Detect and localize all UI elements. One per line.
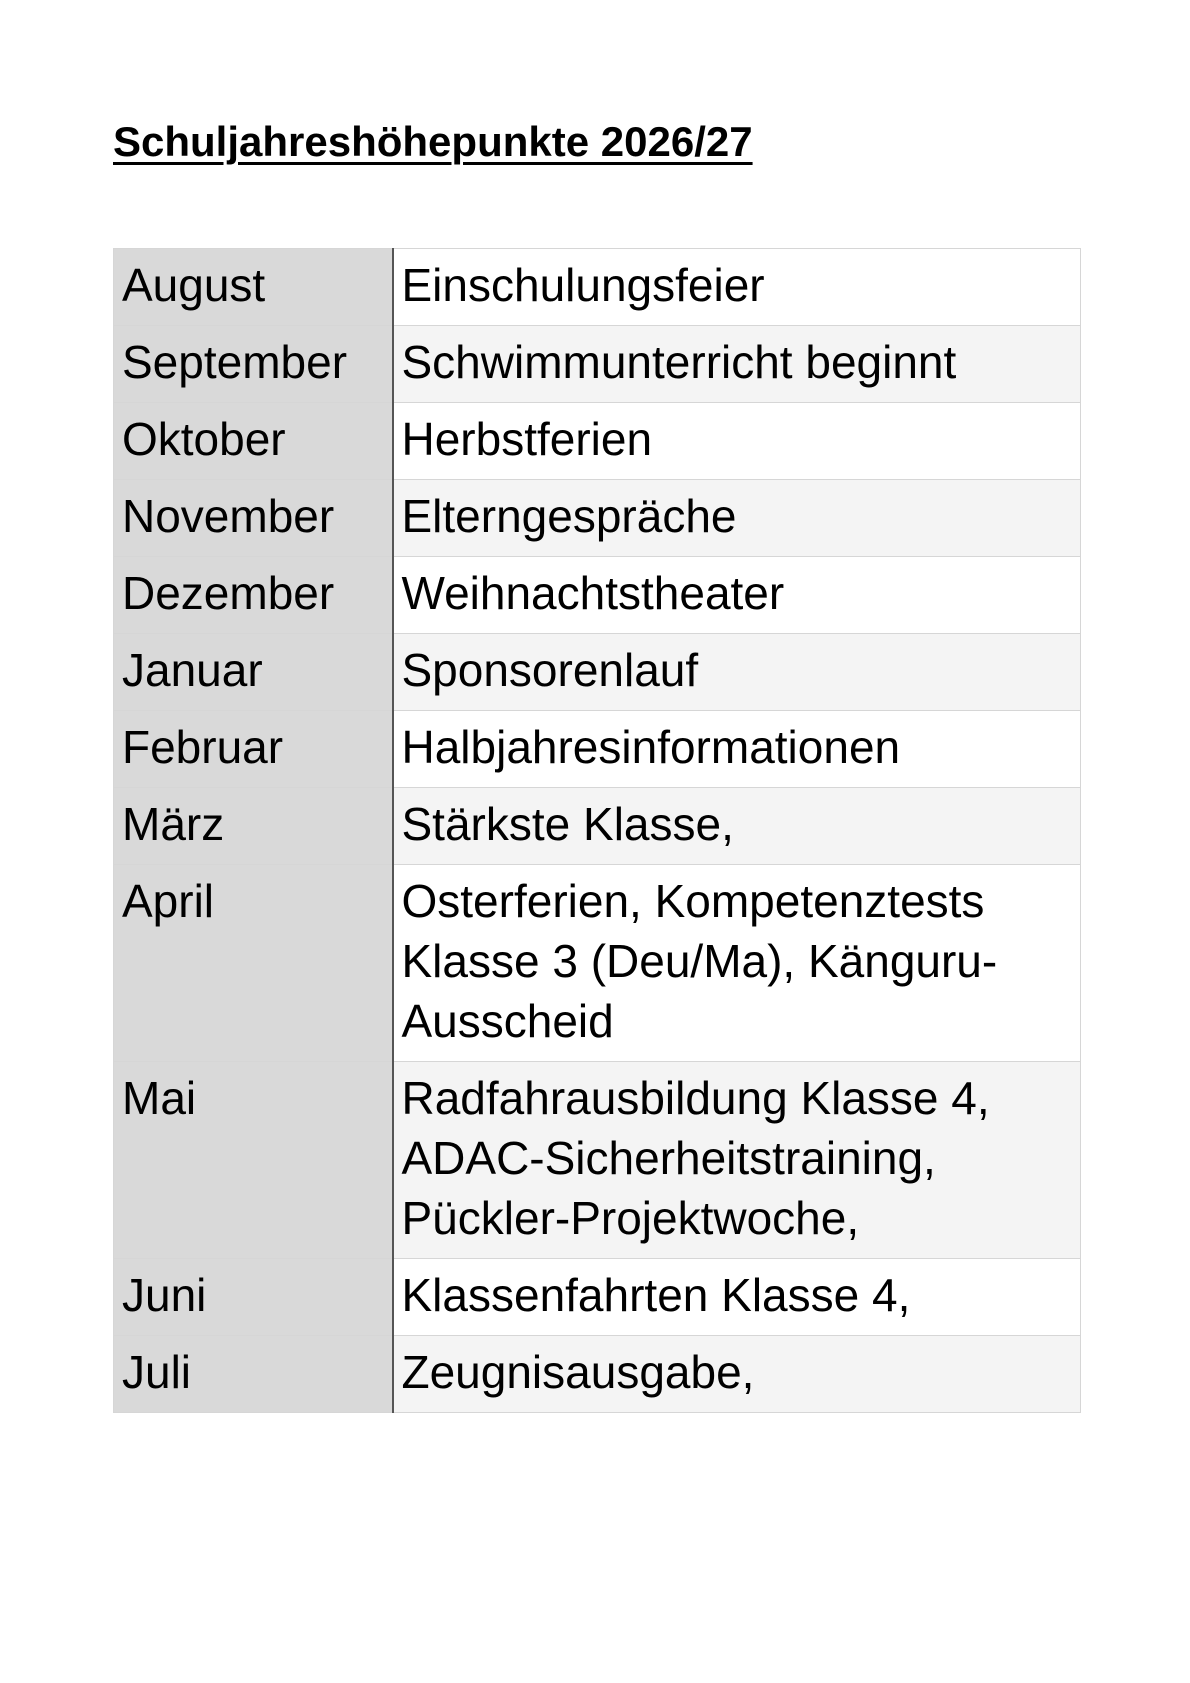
month-cell: Februar	[114, 711, 393, 788]
table-row	[114, 634, 1081, 711]
event-cell: Klassenfahrten Klasse 4,	[393, 1259, 1081, 1336]
month-cell: August	[114, 249, 393, 326]
table-row	[114, 1062, 1081, 1259]
month-cell: Oktober	[114, 403, 393, 480]
month-cell: Januar	[114, 634, 393, 711]
event-cell: Weihnachtstheater	[393, 557, 1081, 634]
table-row	[114, 788, 1081, 865]
month-cell: Mai	[114, 1062, 393, 1259]
month-cell: April	[114, 865, 393, 1062]
table-row	[114, 249, 1081, 326]
event-cell: Halbjahresinformationen	[393, 711, 1081, 788]
event-cell: Herbstferien	[393, 403, 1081, 480]
event-cell: Zeugnisausgabe,	[393, 1336, 1081, 1413]
table-row	[114, 1259, 1081, 1336]
month-cell: Juni	[114, 1259, 393, 1336]
event-cell: Stärkste Klasse,	[393, 788, 1081, 865]
page-title: Schuljahreshöhepunkte 2026/27	[113, 118, 753, 165]
event-cell: Radfahrausbildung Klasse 4, ADAC-Sicherheitstraining, Pückler-Projektwoche,	[393, 1062, 1081, 1259]
month-cell: Dezember	[114, 557, 393, 634]
month-cell: März	[114, 788, 393, 865]
table-row	[114, 326, 1081, 403]
highlights-table	[113, 248, 1081, 1413]
month-cell: Juli	[114, 1336, 393, 1413]
event-cell: Osterferien, Kompetenztests Klasse 3 (Deu/Ma), Känguru-Ausscheid	[393, 865, 1081, 1062]
table-row	[114, 480, 1081, 557]
event-cell: Elterngespräche	[393, 480, 1081, 557]
event-cell: Sponsorenlauf	[393, 634, 1081, 711]
month-cell: November	[114, 480, 393, 557]
table-row	[114, 557, 1081, 634]
table-row	[114, 711, 1081, 788]
table-row	[114, 865, 1081, 1062]
event-cell: Schwimmunterricht beginnt	[393, 326, 1081, 403]
table-row	[114, 403, 1081, 480]
table-row	[114, 1336, 1081, 1413]
event-cell: Einschulungsfeier	[393, 249, 1081, 326]
month-cell: September	[114, 326, 393, 403]
